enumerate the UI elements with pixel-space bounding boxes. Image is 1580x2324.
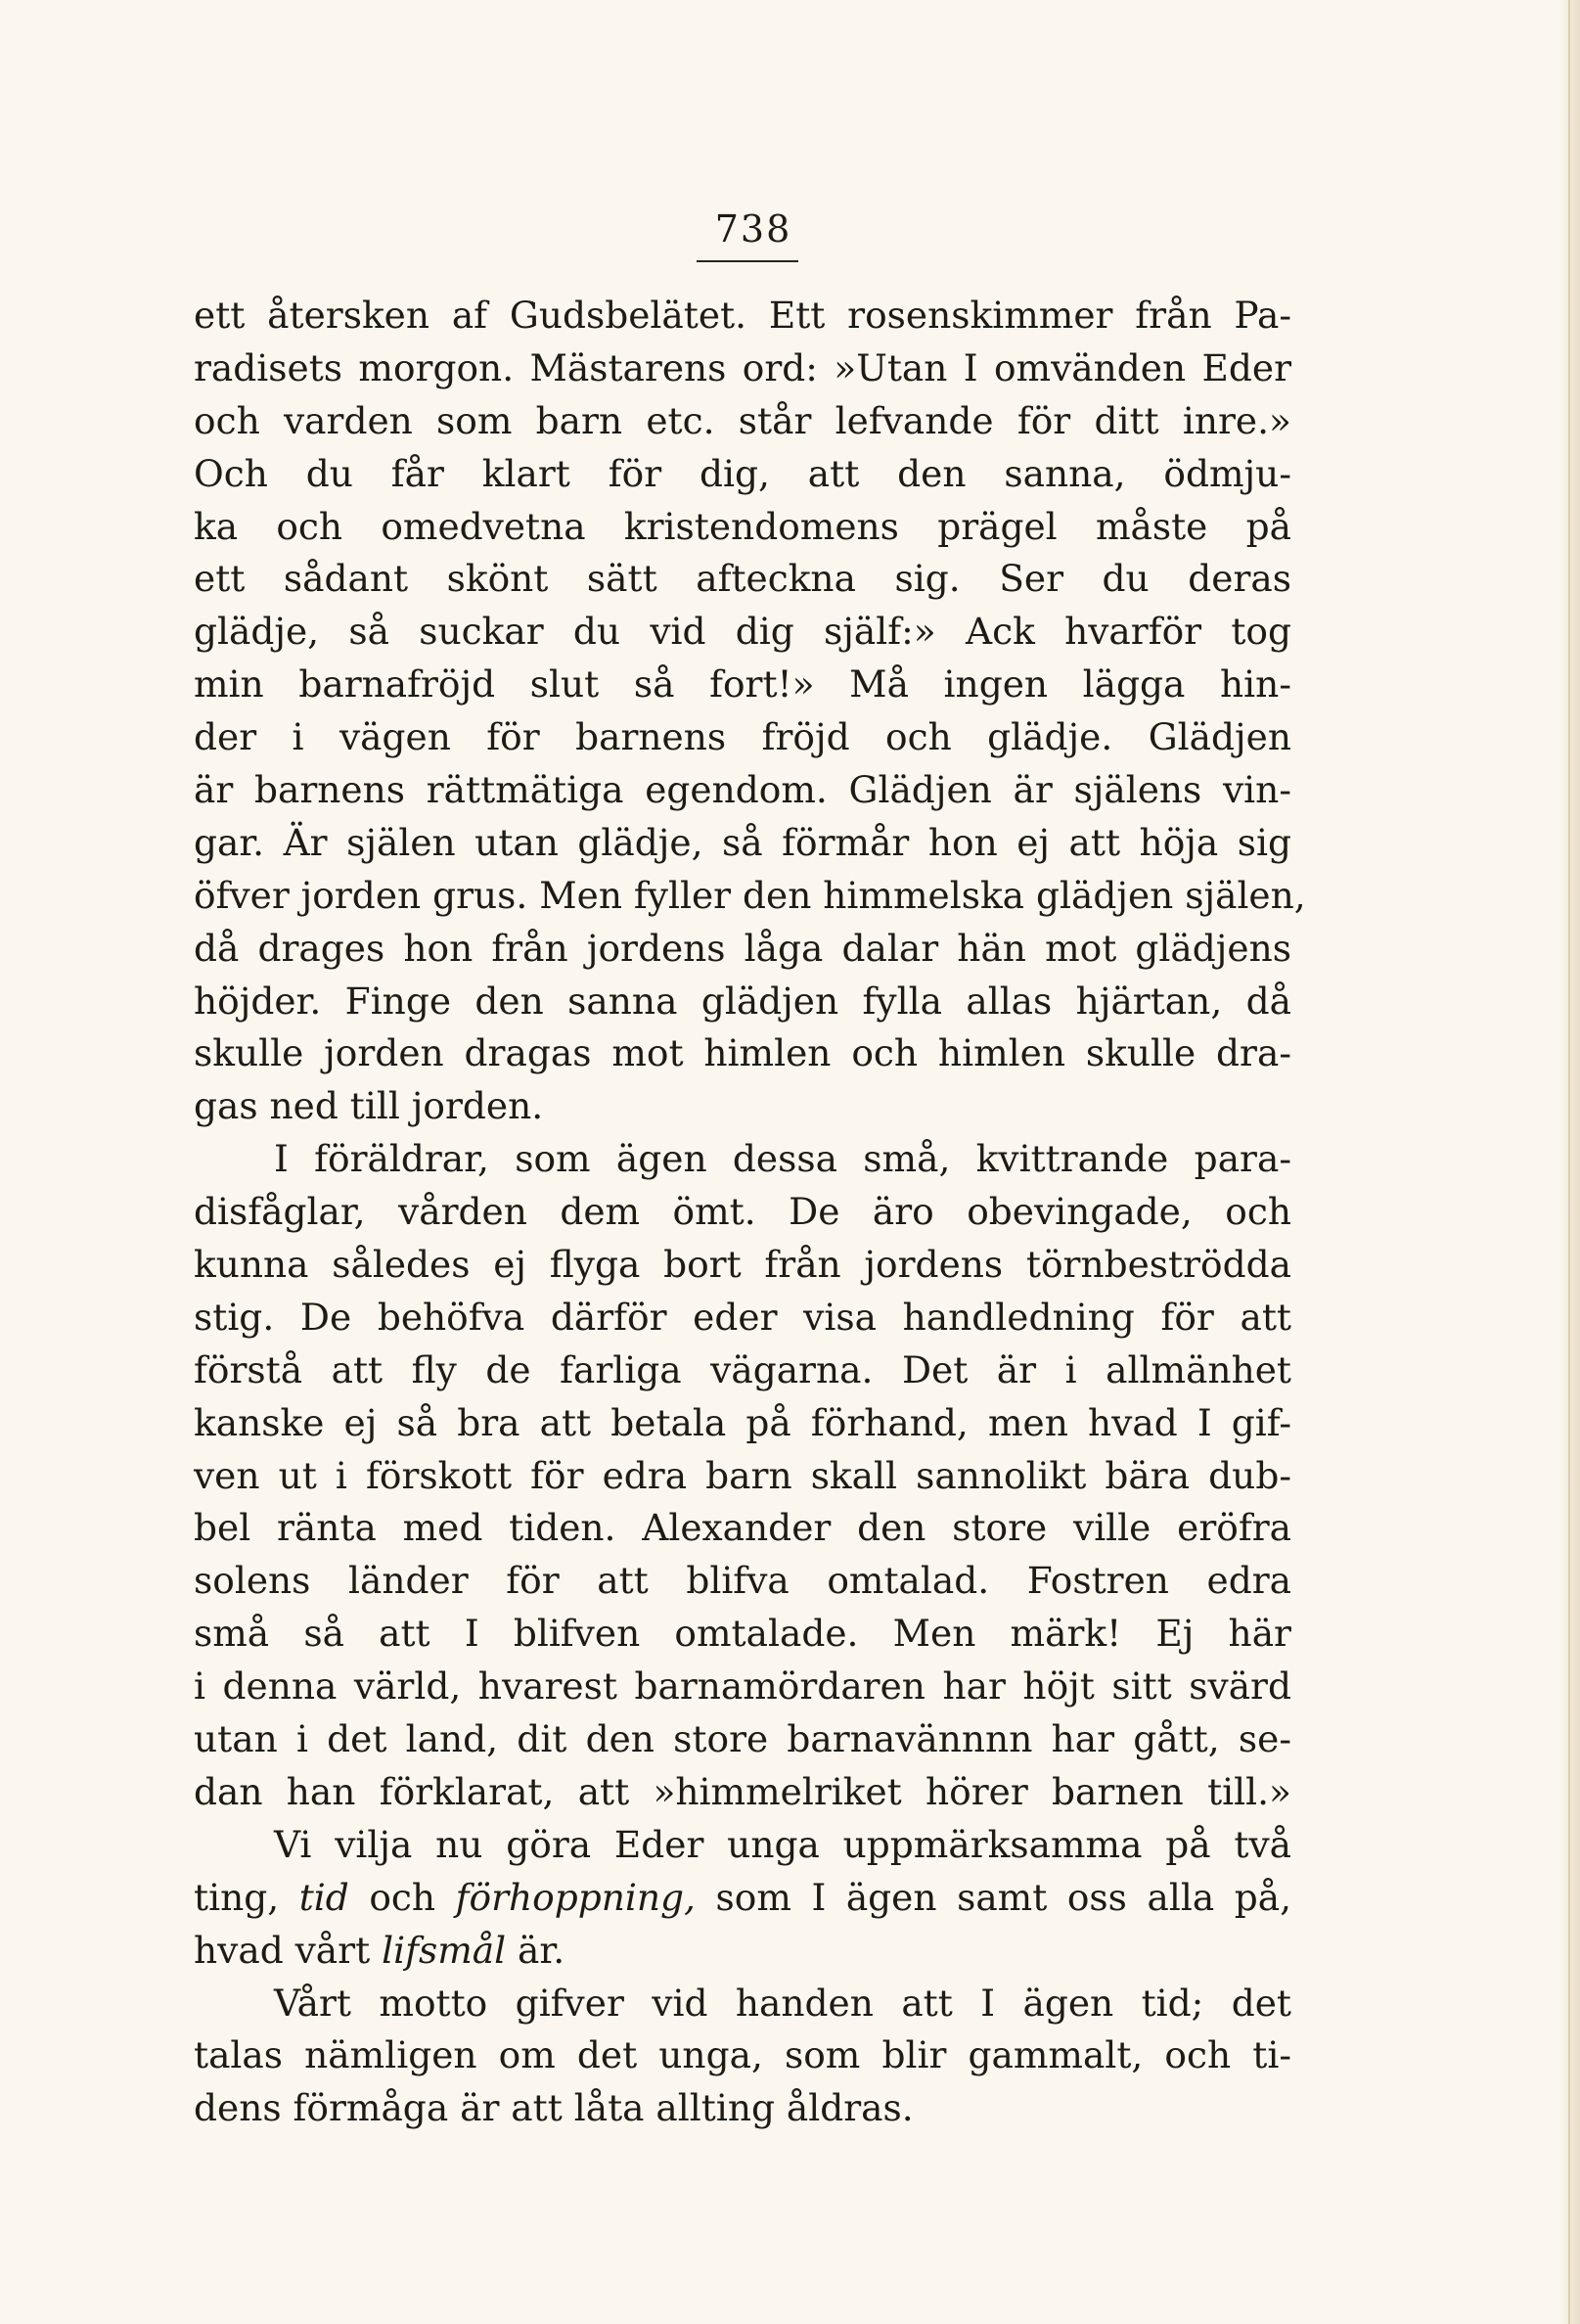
text-line: ven ut i förskott för edra barn skall sannolikt bära dub- — [194, 1453, 1291, 1497]
text-line: och varden som barn etc. står lefvande för ditt inre.» — [194, 398, 1291, 442]
text-line: dan han förklarat, att »himmelriket hörer barnen till.» — [194, 1769, 1291, 1813]
text-line: små så att I blifven omtalade. Men märk! Ej här — [194, 1612, 1291, 1656]
text-line: I föräldrar, som ägen dessa små, kvittrande para- — [274, 1137, 1291, 1181]
text-line: kanske ej så bra att betala på förhand, men hvad I gif- — [194, 1400, 1291, 1444]
text-line: är barnens rättmätiga egendom. Glädjen är själens vin- — [194, 768, 1291, 812]
text-run: hvad vårt — [194, 1928, 383, 1972]
text-line: höjder. Finge den sanna glädjen fylla allas hjärtan, då — [194, 979, 1291, 1023]
text-run: är. — [506, 1928, 565, 1972]
text-line: skulle jorden dragas mot himlen och himlen skulle dra- — [194, 1031, 1291, 1075]
text-line: kunna således ej flyga bort från jordens törnbeströdda — [194, 1243, 1291, 1287]
text-line: dens förmåga är att låta allting åldras. — [194, 2086, 914, 2130]
text-line: solens länder för att blifva omtalad. Fostren edra — [194, 1559, 1291, 1603]
text-line: Och du får klart för dig, att den sanna, ödmju- — [194, 451, 1291, 495]
text-line: disfåglar, vården dem ömt. De äro obevingade, och — [194, 1190, 1291, 1234]
text-line: öfver jorden grus. Men fyller den himmelska glädjen själen, — [194, 873, 1306, 917]
text-line: gar. Är själen utan glädje, så förmår hon ej att höja sig — [194, 820, 1291, 864]
text-line: min barnafröjd slut så fort!» Må ingen lägga hin- — [194, 662, 1291, 706]
text-line: radisets morgon. Mästarens ord: »Utan I omvänden Eder — [194, 345, 1291, 389]
text-line: ett sådant skönt sätt afteckna sig. Ser du deras — [194, 557, 1291, 601]
text-line: i denna värld, hvarest barnamördaren har höjt sitt svärd — [194, 1664, 1291, 1709]
text-line: glädje, så suckar du vid dig själf:» Ack hvarför tog — [194, 610, 1291, 654]
page-edge-line — [1568, 0, 1570, 2324]
text-line: ka och omedvetna kristendomens prägel måste på — [194, 504, 1291, 548]
text-line — [194, 1925, 1291, 1978]
page-edge — [1560, 0, 1580, 2324]
text-line: talas nämligen om det unga, som blir gammalt, och ti- — [194, 2033, 1291, 2077]
text-line: Vi vilja nu göra Eder unga uppmärksamma på två — [274, 1822, 1291, 1866]
text-line: Vårt motto gifver vid handen att I ägen tid; det — [274, 1981, 1291, 2025]
italic-term-tid: tid — [298, 1875, 349, 1919]
text-line: gas ned till jorden. — [194, 1084, 544, 1128]
text-line: der i vägen för barnens fröjd och glädje. Glädjen — [194, 715, 1291, 759]
text-run: och — [348, 1875, 456, 1919]
italic-term-forhoppning: förhoppning, — [455, 1875, 696, 1919]
text-line: stig. De behöfva därför eder visa handledning för att — [194, 1295, 1291, 1339]
text-line: då drages hon från jordens låga dalar hän mot glädjens — [194, 926, 1291, 970]
text-run: ting, — [194, 1875, 299, 1919]
text-run: som I ägen samt oss alla på, — [695, 1875, 1292, 1919]
text-line — [194, 1872, 1291, 1925]
page-number: 738 — [714, 207, 792, 251]
body-text — [194, 290, 1306, 2135]
italic-term-lifsmal: lifsmål — [382, 1928, 507, 1972]
text-line: ett återsken af Gudsbelätet. Ett rosenskimmer från Pa- — [194, 294, 1291, 337]
text-line: bel ränta med tiden. Alexander den store ville eröfra — [194, 1506, 1291, 1550]
page-number-rule — [697, 260, 798, 262]
text-line: förstå att fly de farliga vägarna. Det är i allmänhet — [194, 1347, 1291, 1391]
text-line: utan i det land, dit den store barnavännnn har gått, se- — [194, 1717, 1291, 1761]
